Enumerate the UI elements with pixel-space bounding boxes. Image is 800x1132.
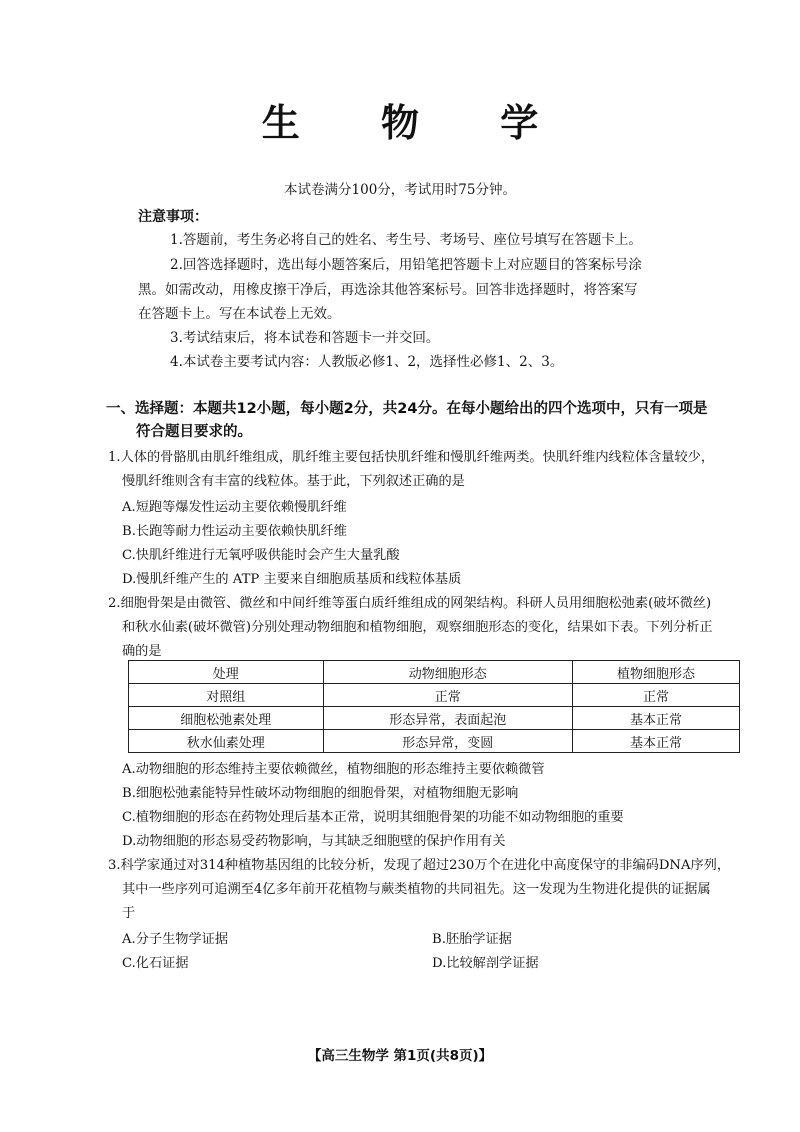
q3-option-b: B.胚胎学证据 bbox=[432, 932, 512, 947]
table-cell: 秋水仙素处理 bbox=[129, 730, 324, 753]
note-line: 黑。如需改动，用橡皮擦干净后，再选涂其他答案标号。回答非选择题时，将答案写 bbox=[138, 282, 638, 298]
table-cell: 形态异常，变圆 bbox=[323, 730, 572, 753]
note-line: 3.考试结束后，将本试卷和答题卡一并交回。 bbox=[170, 330, 440, 346]
table-row bbox=[129, 730, 740, 753]
note-line: 2.回答选择题时，选出每小题答案后，用铅笔把答题卡上对应题目的答案标号涂 bbox=[170, 257, 642, 273]
table-header-cell: 处理 bbox=[129, 661, 324, 684]
table-header-cell: 动物细胞形态 bbox=[323, 661, 572, 684]
table-cell: 基本正常 bbox=[572, 730, 739, 753]
q2-option-a: A.动物细胞的形态维持主要依赖微丝，植物细胞的形态维持主要依赖微管 bbox=[122, 762, 545, 777]
notes-heading: 注意事项： bbox=[138, 209, 208, 225]
question-3: 3.科学家通过对314种植物基因组的比较分析，发现了超过230万个在进化中高度保守的非编码DNA序列， 其中一些序列可追溯至4亿多年前开花植物与蕨类植物的共同祖先。这一发现为生物进化提供的证据属 于 bbox=[108, 858, 731, 921]
q3-option-a: A.分子生物学证据 bbox=[122, 932, 229, 947]
question-2: 2.细胞骨架是由微管、微丝和中间纤维等蛋白质纤维组成的网架结构。科研人员用细胞松弛素(破坏微丝) 和秋水仙素(破坏微管)分别处理动物细胞和植物细胞，观察细胞形态的变化，结果如下表。下列分析正 确的是 bbox=[108, 596, 713, 659]
table-header-row bbox=[129, 661, 740, 684]
table-cell: 细胞松弛素处理 bbox=[129, 707, 324, 730]
exam-meta: 本试卷满分100分，考试用时75分钟。 bbox=[284, 182, 516, 198]
page-title: 生 物 学 bbox=[261, 101, 573, 145]
note-line: 1.答题前，考生务必将自己的姓名、考生号、考场号、座位号填写在答题卡上。 bbox=[170, 232, 642, 248]
q2-option-c: C.植物细胞的形态在药物处理后基本正常，说明其细胞骨架的功能不如动物细胞的重要 bbox=[122, 810, 624, 825]
page-footer: 【高三生物学 第1页(共8页)】 bbox=[307, 1048, 493, 1064]
q3-option-d: D.比较解剖学证据 bbox=[432, 956, 539, 971]
table-cell: 对照组 bbox=[129, 684, 324, 707]
q1-option-a: A.短跑等爆发性运动主要依赖慢肌纤维 bbox=[122, 500, 347, 515]
q1-option-b: B.长跑等耐力性运动主要依赖快肌纤维 bbox=[122, 524, 347, 539]
table-cell: 正常 bbox=[323, 684, 572, 707]
note-line: 4.本试卷主要考试内容：人教版必修1、2，选择性必修1、2、3。 bbox=[170, 354, 564, 370]
table-cell: 形态异常，表面起泡 bbox=[323, 707, 572, 730]
q2-option-b: B.细胞松弛素能特异性破坏动物细胞的细胞骨架，对植物细胞无影响 bbox=[122, 786, 519, 801]
q1-option-c: C.快肌纤维进行无氧呼吸供能时会产生大量乳酸 bbox=[122, 548, 400, 563]
table-cell: 正常 bbox=[572, 684, 739, 707]
q3-option-c: C.化石证据 bbox=[122, 956, 189, 971]
question-1: 1.人体的骨骼肌由肌纤维组成，肌纤维主要包括快肌纤维和慢肌纤维两类。快肌纤维内线粒体含量较少， 慢肌纤维则含有丰富的线粒体。基于此，下列叙述正确的是 bbox=[108, 450, 715, 489]
note-line: 在答题卡上。写在本试卷上无效。 bbox=[138, 306, 341, 322]
table-header-cell: 植物细胞形态 bbox=[572, 661, 739, 684]
table-cell: 基本正常 bbox=[572, 707, 739, 730]
table-row bbox=[129, 684, 740, 707]
q1-option-d: D.慢肌纤维产生的 ATP 主要来自细胞质基质和线粒体基质 bbox=[122, 572, 462, 587]
table-row bbox=[129, 707, 740, 730]
q2-option-d: D.动物细胞的形态易受药物影响，与其缺乏细胞壁的保护作用有关 bbox=[122, 834, 506, 849]
section-heading: 一、选择题：本题共12小题，每小题2分，共24分。在每小题给出的四个选项中，只有一项是 符合题目要求的。 bbox=[106, 401, 708, 440]
results-table bbox=[128, 660, 740, 753]
